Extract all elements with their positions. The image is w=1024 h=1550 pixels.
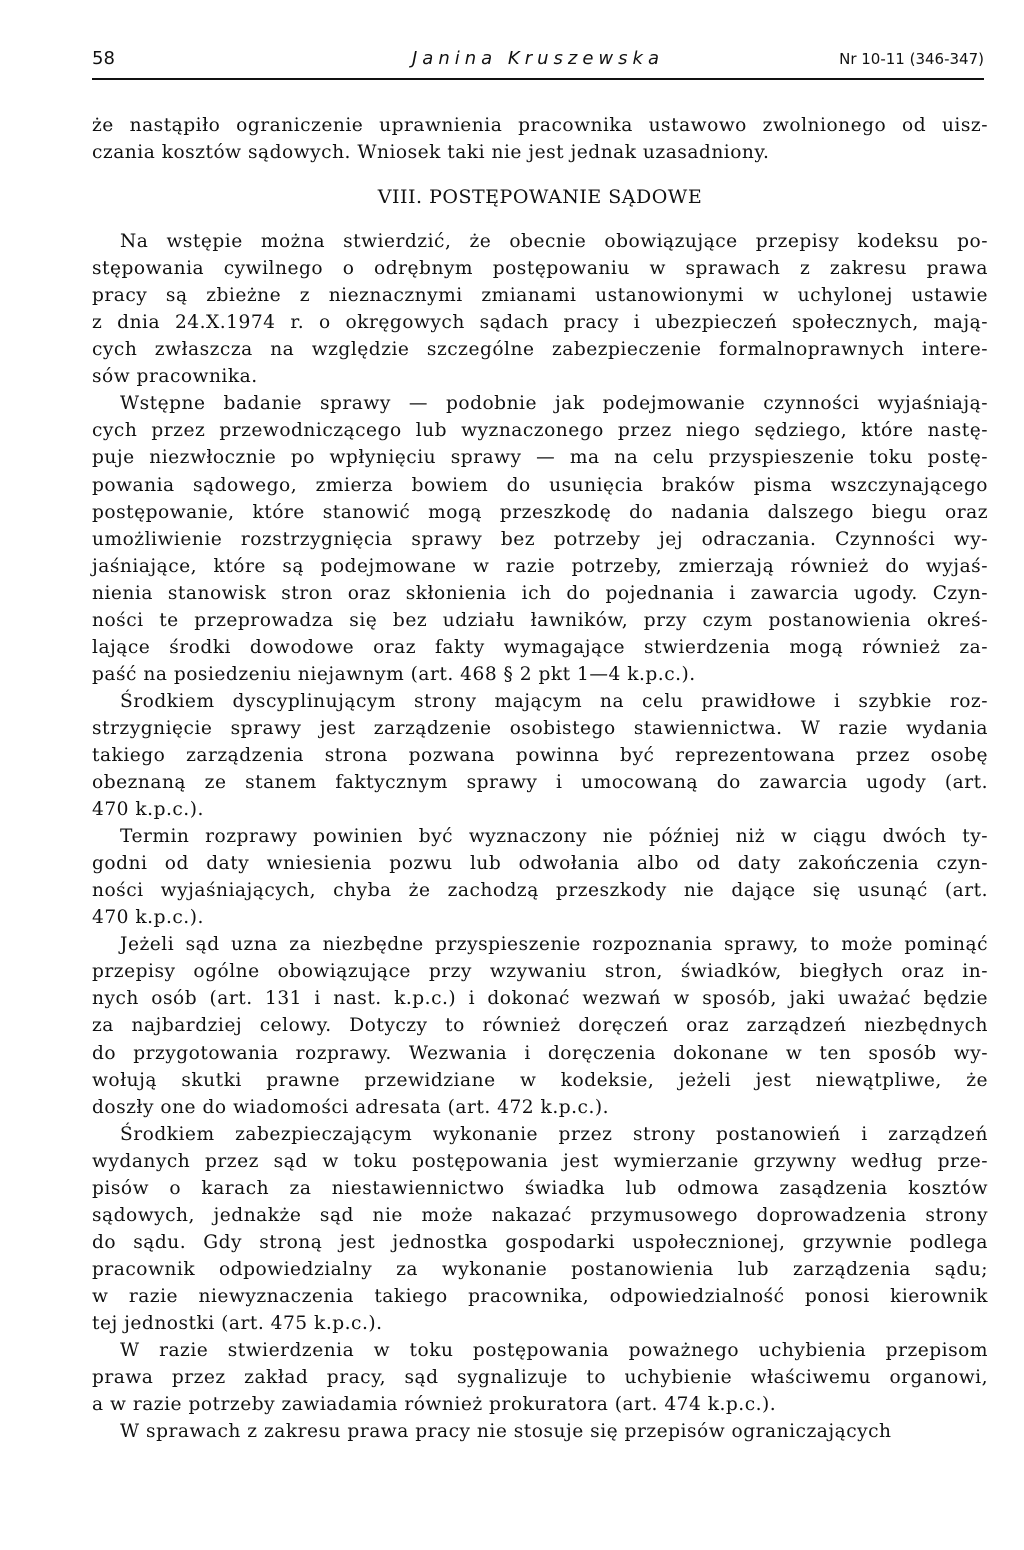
text-line: doszły one do wiadomości adresata (art. 472 k.p.c.). bbox=[92, 1096, 610, 1118]
text-line: sądowych, jednakże sąd nie może nakazać przymusowego doprowadzenia strony bbox=[92, 1204, 988, 1226]
text-line: postępowanie, które stanowić mogą przeszkodę do nadania dalszego biegu oraz bbox=[92, 501, 988, 523]
text-line: Środkiem dyscyplinującym strony mającym na celu prawidłowe i szybkie roz- bbox=[120, 690, 988, 712]
text-line: takiego zarządzenia strona pozwana powinna być reprezentowana przez osobę bbox=[92, 744, 988, 766]
text-line: wydanych przez sąd w toku postępowania jest wymierzanie grzywny według prze- bbox=[92, 1150, 988, 1172]
text-line: za najbardziej celowy. Dotyczy to również doręczeń oraz zarządzeń niezbędnych bbox=[92, 1015, 988, 1037]
section-heading: VIII. POSTĘPOWANIE SĄDOWE bbox=[377, 186, 703, 209]
paragraph bbox=[92, 1337, 988, 1418]
page-number: 58 bbox=[92, 48, 115, 69]
text-line: sów pracownika. bbox=[92, 366, 258, 388]
running-author: Janina Kruszewska bbox=[412, 48, 664, 69]
text-line: Jeżeli sąd uzna za niezbędne przyspieszenie rozpoznania sprawy, to może pominąć bbox=[120, 934, 988, 956]
paragraphs bbox=[92, 228, 988, 1445]
text-line: pisów o karach za niestawiennictwo świadka lub odmowa zasądzenia kosztów bbox=[92, 1177, 988, 1199]
text-line: a w razie potrzeby zawiadamia również prokuratora (art. 474 k.p.c.). bbox=[92, 1394, 777, 1416]
text-line: stępowania cywilnego o odrębnym postępowaniu w sprawach z zakresu prawa bbox=[92, 258, 988, 280]
paragraph bbox=[92, 823, 988, 931]
text-line: pracownik odpowiedzialny za wykonanie postanowienia lub zarządzenia sądu; bbox=[92, 1258, 988, 1280]
text-line: z dnia 24.X.1974 r. o okręgowych sądach pracy i ubezpieczeń społecznych, mają- bbox=[92, 312, 988, 334]
text-line: 470 k.p.c.). bbox=[92, 907, 204, 929]
text-line: że nastąpiło ograniczenie uprawnienia pracownika ustawowo zwolnionego od uisz- bbox=[92, 115, 988, 136]
text-line: obeznaną ze stanem faktycznym sprawy i umocowaną do zawarcia ugody (art. bbox=[92, 772, 988, 794]
paragraph bbox=[92, 688, 988, 823]
text-line: Na wstępie można stwierdzić, że obecnie obowiązujące przepisy kodeksu po- bbox=[120, 231, 988, 253]
text-line: czania kosztów sądowych. Wniosek taki nie jest jednak uzasadniony. bbox=[92, 142, 770, 164]
paragraph bbox=[92, 931, 988, 1120]
text-line: paść na posiedzeniu niejawnym (art. 468 § 2 pkt 1—4 k.p.c.). bbox=[92, 663, 696, 685]
text-line: umożliwienie rozstrzygnięcia sprawy bez potrzeby jej odraczania. Czynności wy- bbox=[92, 528, 988, 550]
text-line: pracy są zbieżne z nieznacznymi zmianami ustanowionymi w uchylonej ustawie bbox=[92, 285, 988, 307]
text-line: nienia stanowisk stron oraz skłonienia ich do pojednania i zawarcia ugody. Czyn- bbox=[92, 582, 988, 604]
text-line: powania sądowego, zmierza bowiem do usunięcia braków pisma wszczynającego bbox=[92, 474, 988, 496]
text-line: prawa przez zakład pracy, sąd sygnalizuje to uchybienie właściwemu organowi, bbox=[92, 1367, 988, 1389]
text-line: Wstępne badanie sprawy — podobnie jak podejmowanie czynności wyjaśniają- bbox=[120, 393, 988, 415]
text-line: jaśniające, które są podejmowane w razie potrzeby, zmierzają również do wyjaś- bbox=[92, 555, 988, 577]
text-line: ności te przeprowadza się bez udziału ławników, przy czym postanowienia okreś- bbox=[92, 609, 988, 631]
text-line: w razie niewyznaczenia takiego pracownika, odpowiedzialność ponosi kierownik bbox=[92, 1285, 988, 1307]
article-body bbox=[92, 112, 988, 1445]
text-line: nych osób (art. 131 i nast. k.p.c.) i dokonać wezwań w sposób, jaki uważać będzie bbox=[92, 988, 988, 1010]
text-line: wołują skutki prawne przewidziane w kodeksie, jeżeli jest niewątpliwe, że bbox=[92, 1069, 988, 1091]
text-line: 470 k.p.c.). bbox=[92, 799, 204, 821]
text-line: godni od daty wniesienia pozwu lub odwołania albo od daty zakończenia czyn- bbox=[92, 853, 988, 875]
intro-text bbox=[92, 112, 988, 166]
text-line: tej jednostki (art. 475 k.p.c.). bbox=[92, 1312, 383, 1334]
text-line: ności wyjaśniających, chyba że zachodzą przeszkody nie dające się usunąć (art. bbox=[92, 880, 988, 902]
text-line: W razie stwierdzenia w toku postępowania poważnego uchybienia przepisom bbox=[120, 1340, 988, 1362]
running-header bbox=[92, 44, 984, 76]
paragraph bbox=[92, 1121, 988, 1337]
issue-number: Nr 10-11 (346-347) bbox=[839, 50, 984, 68]
text-line: do przygotowania rozprawy. Wezwania i doręczenia dokonane w ten sposób wy- bbox=[92, 1042, 988, 1064]
paragraph bbox=[92, 390, 988, 688]
text-line: do sądu. Gdy stroną jest jednostka gospodarki uspołecznionej, grzywnie podlega bbox=[92, 1231, 988, 1253]
text-line: cych zwłaszcza na względzie szczególne zabezpieczenie formalnoprawnych intere- bbox=[92, 339, 988, 361]
text-line: przepisy ogólne obowiązujące przy wzywaniu stron, świadków, biegłych oraz in- bbox=[92, 961, 988, 983]
text-line: Środkiem zabezpieczającym wykonanie przez strony postanowień i zarządzeń bbox=[120, 1123, 988, 1145]
text-line: Termin rozprawy powinien być wyznaczony nie później niż w ciągu dwóch ty- bbox=[120, 826, 988, 848]
text-line: cych przez przewodniczącego lub wyznaczonego przez niego sędziego, które nastę- bbox=[92, 420, 988, 442]
header-rule bbox=[92, 78, 984, 80]
text-line: strzygnięcie sprawy jest zarządzenie osobistego stawiennictwa. W razie wydania bbox=[92, 717, 988, 739]
text-line: puje niezwłocznie po wpłynięciu sprawy — ma na celu przyspieszenie toku postę- bbox=[92, 447, 988, 469]
text-line: lające środki dowodowe oraz fakty wymagające stwierdzenia mogą również za- bbox=[92, 636, 988, 658]
text-line: W sprawach z zakresu prawa pracy nie stosuje się przepisów ograniczających bbox=[120, 1421, 892, 1443]
paragraph bbox=[92, 228, 988, 390]
paragraph bbox=[92, 1418, 988, 1445]
